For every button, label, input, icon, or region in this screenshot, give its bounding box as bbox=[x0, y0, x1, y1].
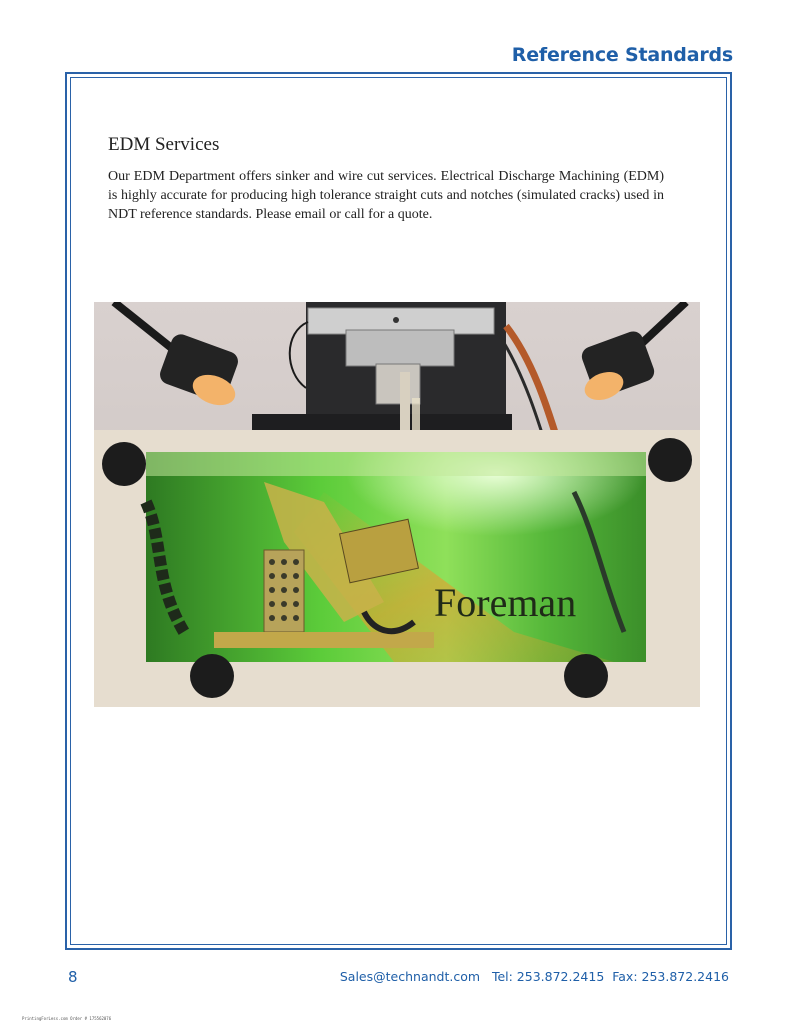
page-number: 8 bbox=[68, 968, 78, 986]
footer-contact-info: Sales@technandt.com Tel: 253.872.2415 Fax: 253.872.2416 bbox=[339, 969, 729, 984]
edm-machine-photo bbox=[94, 302, 700, 707]
foreman-brand-text: Foreman bbox=[434, 580, 577, 625]
section-title: EDM Services bbox=[108, 134, 220, 155]
page-header-title: Reference Standards bbox=[511, 44, 733, 66]
section-body: Our EDM Department offers sinker and wire cut services. Electrical Discharge Machining (EDM) is highly accurate for producing high tolerance straight cuts and notches (simulated cracks) used in NDT reference standards. Please email or call for a quote. bbox=[108, 169, 664, 222]
print-order-mark: PrintingForLess.com Order # 175562076 bbox=[22, 1016, 112, 1021]
